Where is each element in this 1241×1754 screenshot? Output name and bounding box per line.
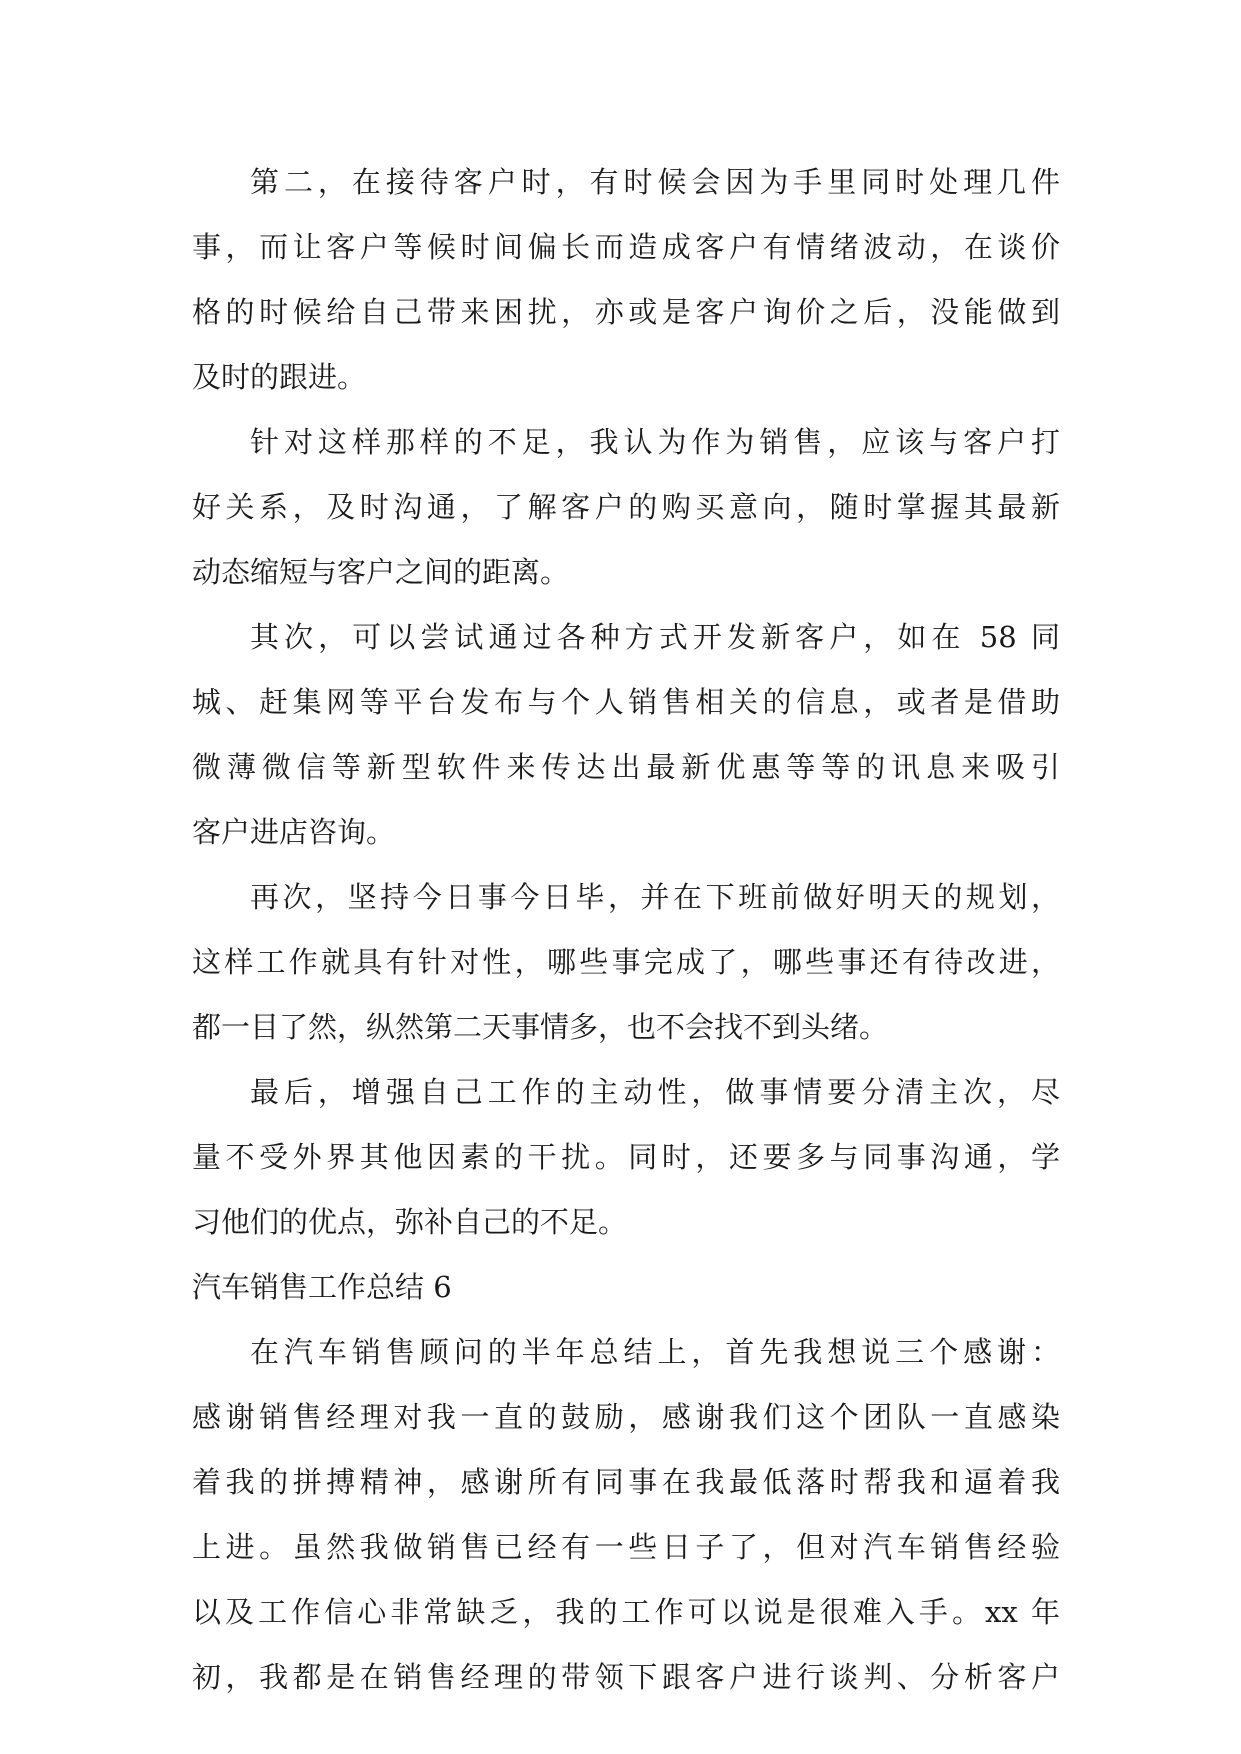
text-line: 第二，在接待客户时，有时候会因为手里同时处理几件 [250, 165, 1060, 199]
paragraph [192, 605, 1060, 865]
text-line: 其次，可以尝试通过各种方式开发新客户，如在 58 同 [250, 620, 1060, 654]
paragraph [192, 865, 1060, 1060]
text-line: 感谢销售经理对我一直的鼓励，感谢我们这个团队一直感染 [192, 1400, 1060, 1434]
text-line: 好关系，及时沟通，了解客户的购买意向，随时掌握其最新 [192, 490, 1060, 524]
paragraph [192, 150, 1060, 410]
paragraph [192, 1060, 1060, 1255]
text-line: 动态缩短与客户之间的距离。 [192, 555, 570, 589]
text-line: 初，我都是在销售经理的带领下跟客户进行谈判、分析客户 [192, 1660, 1060, 1694]
text-line: 量不受外界其他因素的干扰。同时，还要多与同事沟通，学 [192, 1140, 1060, 1174]
text-line: 微薄微信等新型软件来传达出最新优惠等等的讯息来吸引 [192, 750, 1060, 784]
text-line: 事，而让客户等候时间偏长而造成客户有情绪波动，在谈价 [192, 230, 1060, 264]
text-line: 以及工作信心非常缺乏，我的工作可以说是很难入手。xx 年 [192, 1595, 1060, 1629]
text-line: 最后，增强自己工作的主动性，做事情要分清主次，尽 [250, 1075, 1060, 1109]
text-line: 及时的跟进。 [192, 360, 367, 394]
text-line: 城、赶集网等平台发布与个人销售相关的信息，或者是借助 [192, 685, 1060, 719]
text-line: 都一目了然，纵然第二天事情多，也不会找不到头绪。 [192, 1010, 889, 1044]
text-line: 针对这样那样的不足，我认为作为销售，应该与客户打 [250, 425, 1060, 459]
text-line: 上进。虽然我做销售已经有一些日子了，但对汽车销售经验 [192, 1530, 1060, 1564]
section-heading: 汽车销售工作总结 6 [192, 1270, 452, 1304]
text-line: 客户进店咨询。 [192, 815, 396, 849]
paragraph [192, 410, 1060, 605]
paragraph [192, 1320, 1060, 1710]
text-line: 在汽车销售顾问的半年总结上，首先我想说三个感谢： [250, 1335, 1060, 1369]
text-line: 格的时候给自己带来困扰，亦或是客户询价之后，没能做到 [192, 295, 1060, 329]
text-line: 这样工作就具有针对性，哪些事完成了，哪些事还有待改进， [192, 945, 1060, 979]
text-line: 再次，坚持今日事今日毕，并在下班前做好明天的规划， [250, 880, 1060, 914]
text-line: 着我的拼搏精神，感谢所有同事在我最低落时帮我和逼着我 [192, 1465, 1060, 1499]
document-page [192, 150, 1060, 1710]
text-line: 习他们的优点，弥补自己的不足。 [192, 1205, 628, 1239]
